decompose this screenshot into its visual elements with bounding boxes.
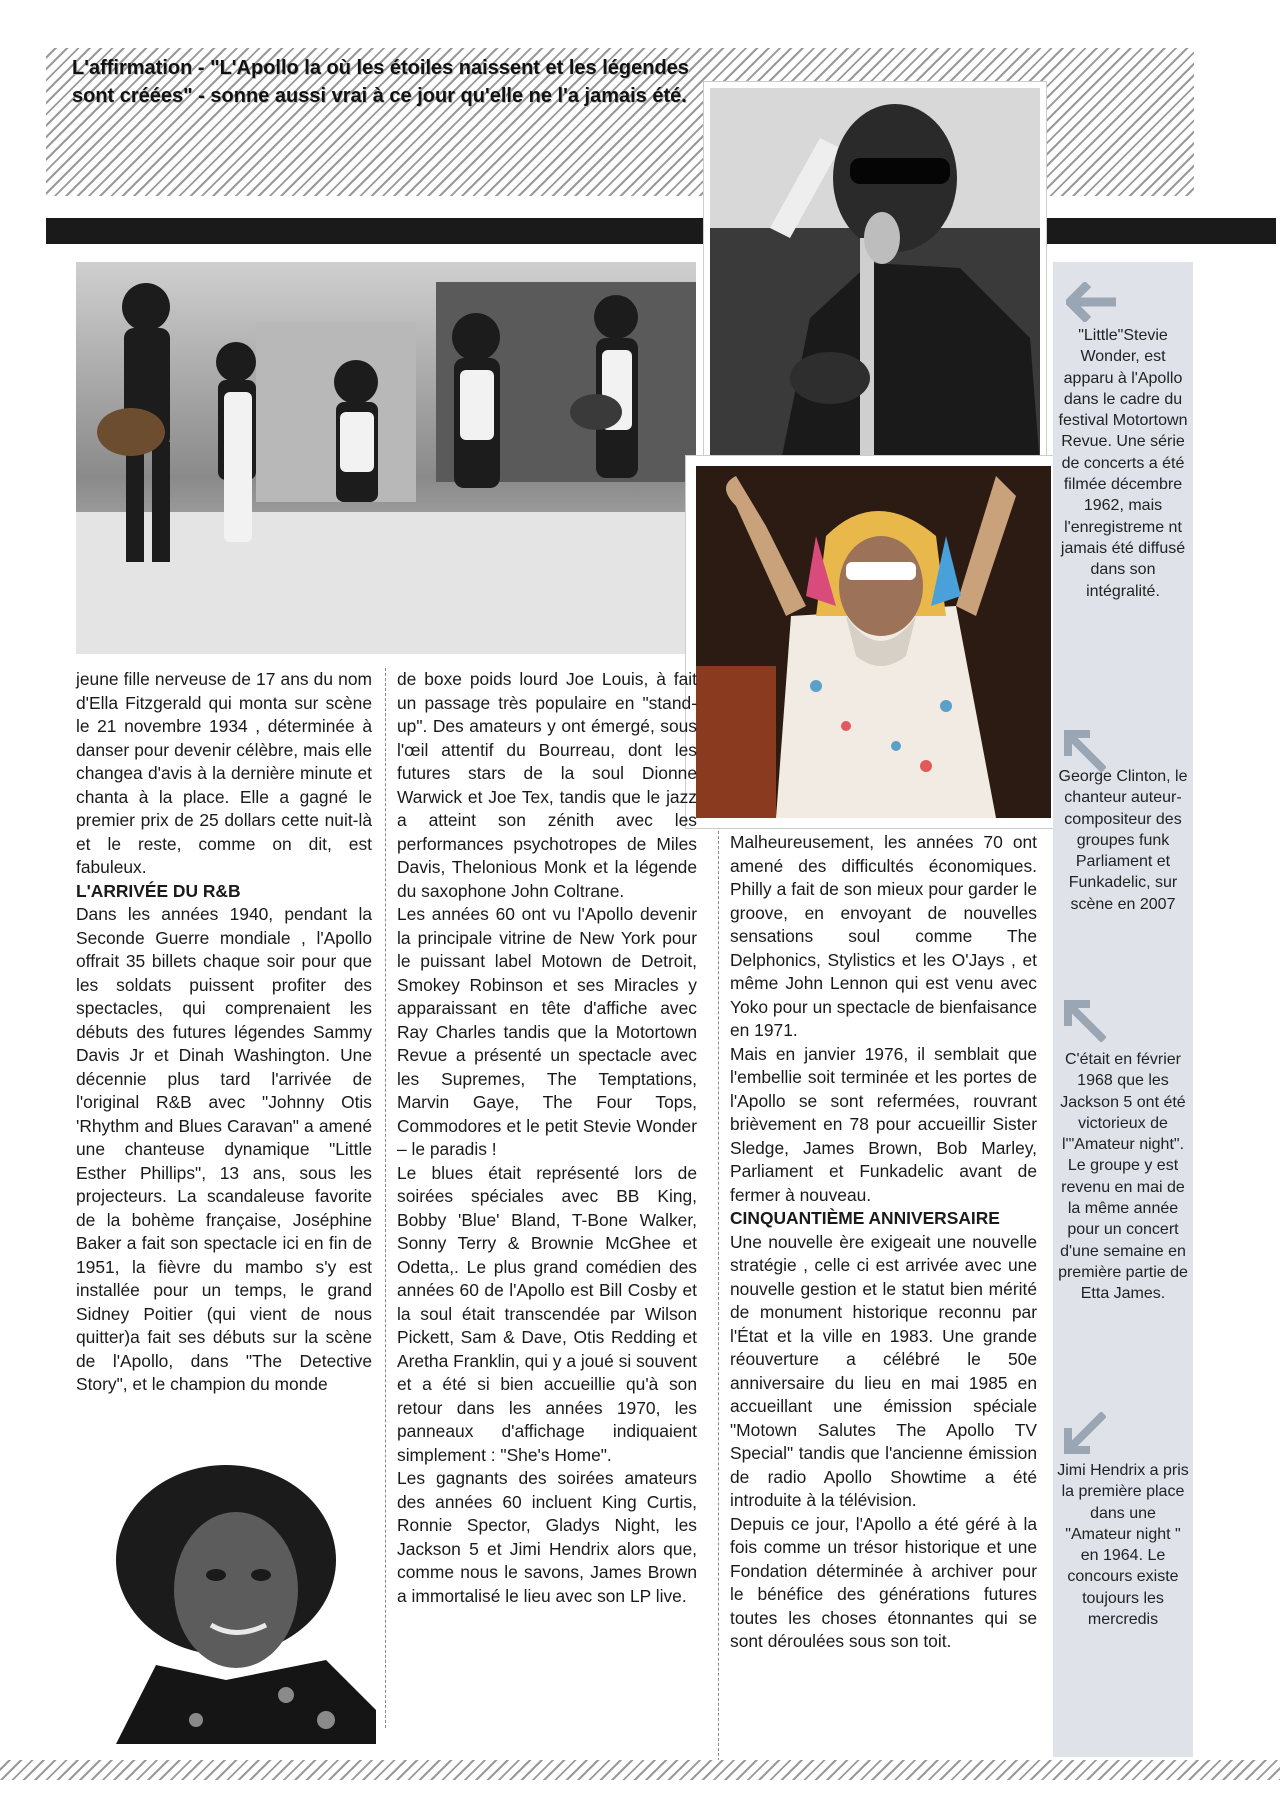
col1-paragraph-1: jeune fille nerveuse de 17 ans du nom d'Ella Fitzgerald qui monta sur scène le 21 novembre 1934 , déterminée à danser pour devenir célèbre, mais elle changea d'avis à la dernière minute et chanta à la place. Elle a gagné le premier prix de 25 dollars cette nuit-là et le reste, comme on dit, est fabuleux. [76, 669, 372, 877]
column-divider [718, 831, 719, 1761]
article-column-3 [730, 831, 1037, 1654]
footer-hatch-band [0, 1760, 1280, 1780]
article-column-1 [76, 668, 372, 1397]
jimi-hendrix-photo [76, 1450, 376, 1744]
caption-stevie-wonder: "Little"Stevie Wonder, est apparu à l'Apollo dans le cadre du festival Motortown Revue. Une série de concerts a été filmée décembre 1962, mais l'enregistreme nt jamais été diffusé dans son intégralité. [1058, 327, 1188, 600]
arrow-up-left-icon [1064, 1000, 1106, 1042]
arrow-left-icon [1066, 282, 1118, 322]
col2-paragraph-3: Le blues était représenté lors de soirées spéciales avec BB King, Bobby 'Blue' Bland, T-Bone Walker, Sonny Terry & Brownie McGhee et Odetta,. Le plus grand comédien des années 60 de l'Apollo est Bill Cosby et la soul était transcendée par Wilson Pickett, Sam & Dave, Otis Redding et Aretha Franklin, qui y a joué si souvent et a été si bien accueillie qu'à son retour dans les années 1970, les panneaux d'affichage indiquaient simplement : "She's Home". [397, 1162, 697, 1465]
col2-paragraph-4: Les gagnants des soirées amateurs des années 60 incluent King Curtis, Ronnie Spector, Gladys Night, les Jackson 5 et Jimi Hendrix alors que, comme nous le savons, James Brown a immortalisé le lieu avec son LP live. [397, 1468, 697, 1606]
col3-paragraph-4: Depuis ce jour, l'Apollo a été géré à la fois comme un trésor historique et une Fondation déterminée à archiver pour le bénéfice des générations futures toutes les choses étonnantes qui se sont déroulées sous son toit. [730, 1513, 1037, 1651]
col2-paragraph-2: Les années 60 ont vu l'Apollo devenir la principale vitrine de New York pour le puissant label Motown de Detroit, Smokey Robinson et ses Miracles y apparaissant en tête d'affiche avec Ray Charles tandis que la Motortown Revue a présenté un spectacle avec les Supremes, The Temptations, Marvin Gaye, The Four Tops, Commodores et le petit Stevie Wonder – le paradis ! [397, 904, 697, 1159]
col3-paragraph-2: Mais en janvier 1976, il semblait que l'embellie soit terminée et les portes de l'Apollo se sont refermées, rouvrant brièvement en 78 pour accueillir Sister Sledge, James Brown, Bob Marley, Parliament et Funkadelic avant de fermer à nouveau. [730, 1043, 1037, 1205]
col1-paragraph-2: Dans les années 1940, pendant la Seconde Guerre mondiale , l'Apollo offrait 35 billets chaque soir pour que les soldats puissent profiter des spectacles, qui comprenaient les débuts des futures légendes Sammy Davis Jr et Dinah Washington. Une décennie plus tard l'arrivée de l'original R&B avec "Johnny Otis 'Rhythm and Blues Caravan" a amené une chanteuse dynamique "Little Esther Phillips", 13 ans, sous les projecteurs. La scandaleuse favorite de la bohème française, Joséphine Baker a fait son spectacle ici en fin de 1951, la fièvre du mambo s'y est installée pour un temps, le grand Sidney Poitier (qui vient de nous quitter)a fait ses débuts sur la scène de l'Apollo, dans "The Detective Story", et le champion du monde [76, 904, 372, 1394]
jackson5-photo [76, 262, 696, 654]
section-heading-rnb: L'ARRIVÉE DU R&B [76, 880, 241, 901]
column-divider [385, 668, 386, 1728]
col3-paragraph-1: Malheureusement, les années 70 ont amené des difficultés économiques. Philly a fait de son mieux pour garder le groove, en envoyant de nouvelles sensations soul comme The Delphonics, Stylistics et les O'Jays , et même John Lennon qui est venu avec Yoko pour un spectacle de bienfaisance en 1971. [730, 832, 1037, 1040]
article-column-2 [397, 668, 697, 1608]
arrow-down-left-icon [1064, 1412, 1106, 1454]
george-clinton-photo [686, 456, 1061, 828]
section-heading-anniversary: CINQUANTIÈME ANNIVERSAIRE [730, 1208, 1000, 1228]
caption-jackson-5: C'était en février 1968 que les Jackson 5 ont été victorieux de l'"Amateur night". Le groupe y est revenu en mai de la même année pour un concert d'une semaine en première partie de Etta James. [1058, 1051, 1188, 1303]
headline-quote: L'affirmation - "L'Apollo la où les étoiles naissent et les légendes sont créées" - sonne aussi vrai à ce jour qu'elle ne l'a jamais été. [72, 57, 689, 107]
caption-george-clinton: George Clinton, le chanteur auteur-compositeur des groupes funk Parliament et Funkadelic, sur scène en 2007 [1058, 768, 1188, 913]
stevie-wonder-photo [704, 82, 1046, 472]
black-divider-bar [46, 218, 1276, 244]
col2-paragraph-1: de boxe poids lourd Joe Louis, à fait un passage très populaire en "stand-up". Des amateurs y ont émergé, sous l'œil attentif du Bourreau, dont les futures stars de la soul Dionne Warwick et Joe Tex, tandis que le jazz a atteint son zénith avec les performances psychotropes de Miles Davis, Thelonious Monk et la légende du saxophone John Coltrane. [397, 669, 697, 901]
caption-jimi-hendrix: Jimi Hendrix a pris la première place dans une "Amateur night " en 1964. Le concours existe toujours les mercredis [1057, 1462, 1189, 1629]
col3-paragraph-3: Une nouvelle ère exigeait une nouvelle stratégie , celle ci est arrivée avec une nouvelle gestion et le statut bien mérité de monument historique reconnu par l'État et la ville en 1983. Une grande réouverture a célébré le 50e anniversaire du lieu en mai 1985 en accueillant une émission spéciale "Motown Salutes The Apollo TV Special" tandis que l'ancienne émission de radio Apollo Showtime a été introduite à la télévision. [730, 1231, 1037, 1510]
